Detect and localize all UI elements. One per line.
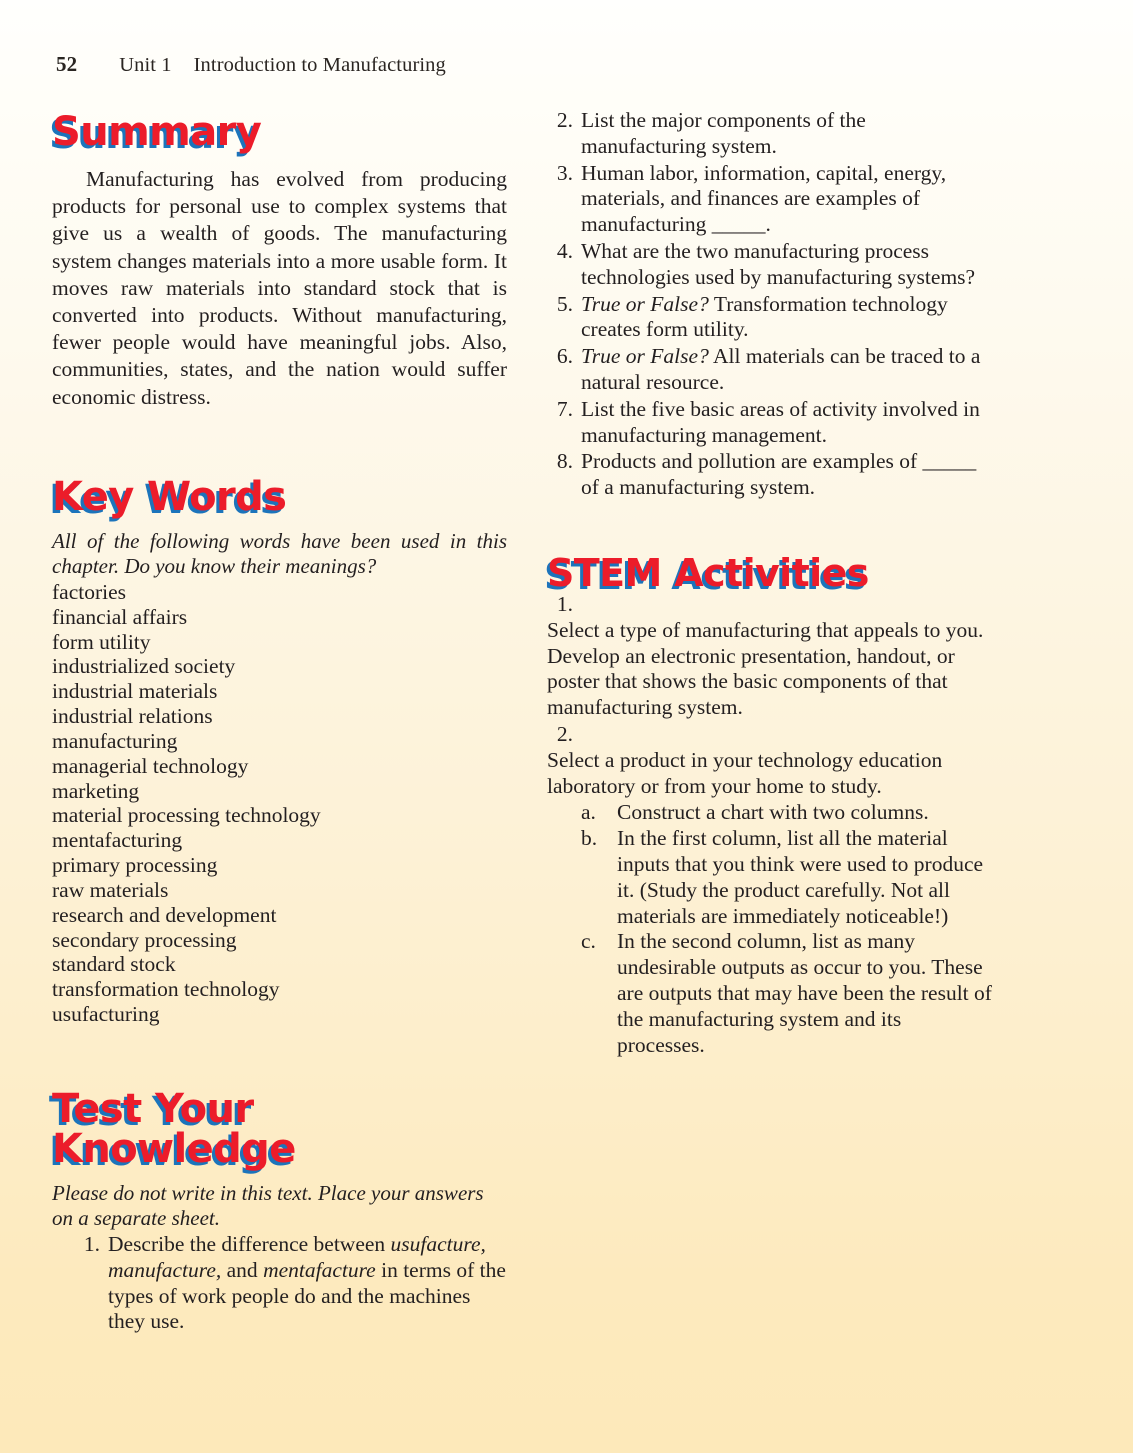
key-word-item: usufacturing bbox=[52, 1001, 160, 1026]
stem-activity-text: Select a type of manufacturing that appeals to you. Develop an electronic presentation, handout, or poster that shows the basic components of that manufacturing system. bbox=[547, 617, 984, 720]
question-text bbox=[581, 161, 992, 238]
stem-activity-number: 2. bbox=[556, 721, 573, 746]
key-word-item: marketing bbox=[52, 778, 140, 803]
test-questions-right bbox=[547, 108, 992, 501]
key-words-list bbox=[52, 580, 507, 1027]
question-item bbox=[547, 449, 992, 501]
question-number: 2. bbox=[556, 108, 573, 132]
question-item bbox=[547, 161, 992, 238]
plain-text: and bbox=[221, 1257, 264, 1282]
question-item bbox=[547, 239, 992, 291]
plain-text: Human labor, information, capital, energy, materials, and finances are examples of manufacturing _____. bbox=[581, 160, 947, 237]
stem-subitem-letter: c. bbox=[581, 929, 596, 954]
spacer-summary-keywords bbox=[52, 411, 507, 477]
key-word-item: managerial technology bbox=[52, 753, 249, 778]
question-number: 5. bbox=[556, 291, 573, 316]
emphasis-text: True or False? bbox=[581, 344, 709, 369]
summary-paragraph: Manufacturing has evolved from producing products for personal use to complex systems that give us a wealth of goods. The manufacturing system changes materials into a more usable form. It moves raw materials into standard stock that is converted into products. Without manufacturing, fewer people would have meaningful jobs. Also, communities, states, and the nation would suffer economic distress. bbox=[52, 167, 507, 409]
plain-text: Products and pollution are examples of _____ of a manufacturing system. bbox=[581, 449, 977, 500]
plain-text: What are the two manufacturing process technologies used by manufacturing systems? bbox=[581, 238, 976, 289]
question-text bbox=[581, 239, 992, 291]
key-word-item: manufacturing bbox=[52, 728, 178, 753]
stem-subitem bbox=[581, 826, 992, 929]
spacer-stem-top bbox=[547, 502, 992, 554]
stem-subitem-text: In the first column, list all the material inputs that you think were used to produce it. (Study the product carefully. Not all materials are immediately noticeable!) bbox=[617, 826, 984, 928]
stem-activity-text: Select a product in your technology education laboratory or from your home to study. bbox=[547, 747, 943, 798]
key-word-item: raw materials bbox=[52, 877, 169, 902]
key-word-item: secondary processing bbox=[52, 927, 237, 952]
question-text bbox=[581, 449, 992, 501]
stem-activities-heading: STEM Activities bbox=[547, 550, 869, 595]
question-item bbox=[547, 292, 992, 344]
key-word-item: transformation technology bbox=[52, 977, 280, 1002]
question-text bbox=[581, 397, 992, 449]
question-number: 3. bbox=[556, 160, 573, 185]
running-head bbox=[56, 52, 446, 77]
key-word-item: industrialized society bbox=[52, 654, 236, 679]
plain-text: Describe the difference between bbox=[108, 1232, 391, 1257]
stem-activity-item bbox=[547, 722, 992, 799]
emphasis-text: True or False? bbox=[581, 291, 709, 316]
question-number: 6. bbox=[556, 344, 573, 369]
question-number: 7. bbox=[556, 396, 573, 421]
key-word-item: mentafacturing bbox=[52, 828, 183, 853]
spacer-keywords-test bbox=[52, 1027, 507, 1089]
question-text bbox=[581, 292, 992, 344]
key-word-item: primary processing bbox=[52, 853, 218, 878]
key-word-item: industrial relations bbox=[52, 704, 213, 729]
unit-label: Unit 1 bbox=[119, 54, 172, 76]
plain-text: in terms of the types of work people do and the machines they use. bbox=[108, 1257, 506, 1334]
question-item bbox=[74, 1232, 507, 1335]
stem-activity-item bbox=[547, 592, 992, 721]
emphasis-text: mentafacture bbox=[263, 1257, 376, 1282]
stem-activity-number: 1. bbox=[556, 591, 573, 616]
question-text bbox=[108, 1232, 507, 1335]
unit-title: Introduction to Manufacturing bbox=[193, 54, 446, 76]
question-item bbox=[547, 108, 992, 160]
emphasis-text: usufacture, manufacture, bbox=[108, 1232, 486, 1282]
question-number: 4. bbox=[556, 238, 573, 263]
stem-subitem bbox=[581, 800, 992, 826]
test-your-knowledge-intro: Please do not write in this text. Place your answers on a separate sheet. bbox=[52, 1180, 484, 1231]
test-questions-left bbox=[52, 1232, 507, 1335]
page-number: 52 bbox=[56, 52, 78, 76]
stem-activities-list bbox=[547, 592, 992, 1058]
plain-text: All materials can be traced to a natural resource. bbox=[581, 344, 981, 394]
question-number: 1. bbox=[83, 1232, 100, 1257]
summary-heading: Summary bbox=[52, 109, 262, 155]
stem-subitem-letter: b. bbox=[581, 826, 598, 851]
question-item bbox=[547, 344, 992, 396]
plain-text: Transformation technology creates form utility. bbox=[581, 291, 948, 342]
test-your-knowledge-heading: Test Your Knowledge bbox=[52, 1085, 296, 1172]
stem-subitem-text: In the second column, list as many undesirable outputs as occur to you. These are outputs that may have been the result of the manufacturing system and its processes. bbox=[617, 929, 992, 1057]
key-words-intro: All of the following words have been used in this chapter. Do you know their meanings? bbox=[52, 528, 507, 579]
right-column bbox=[547, 108, 992, 1058]
stem-subitem-text: Construct a chart with two columns. bbox=[617, 800, 929, 825]
stem-subitem bbox=[581, 929, 992, 1058]
key-word-item: standard stock bbox=[52, 952, 176, 977]
question-text bbox=[581, 344, 992, 396]
key-words-heading: Key Words bbox=[52, 473, 287, 520]
plain-text: List the five basic areas of activity involved in manufacturing management. bbox=[581, 396, 980, 447]
key-word-item: material processing technology bbox=[52, 803, 321, 828]
stem-subitem-list bbox=[547, 800, 992, 1058]
left-column bbox=[52, 100, 507, 1336]
question-item bbox=[547, 397, 992, 449]
stem-subitem-letter: a. bbox=[581, 800, 596, 825]
question-number: 8. bbox=[556, 449, 573, 474]
key-word-item: factories bbox=[52, 579, 127, 604]
key-word-item: industrial materials bbox=[52, 679, 218, 704]
key-word-item: form utility bbox=[52, 629, 151, 654]
question-text bbox=[581, 108, 992, 160]
key-word-item: financial affairs bbox=[52, 604, 188, 629]
plain-text: List the major components of the manufacturing system. bbox=[581, 108, 866, 158]
key-word-item: research and development bbox=[52, 902, 277, 927]
